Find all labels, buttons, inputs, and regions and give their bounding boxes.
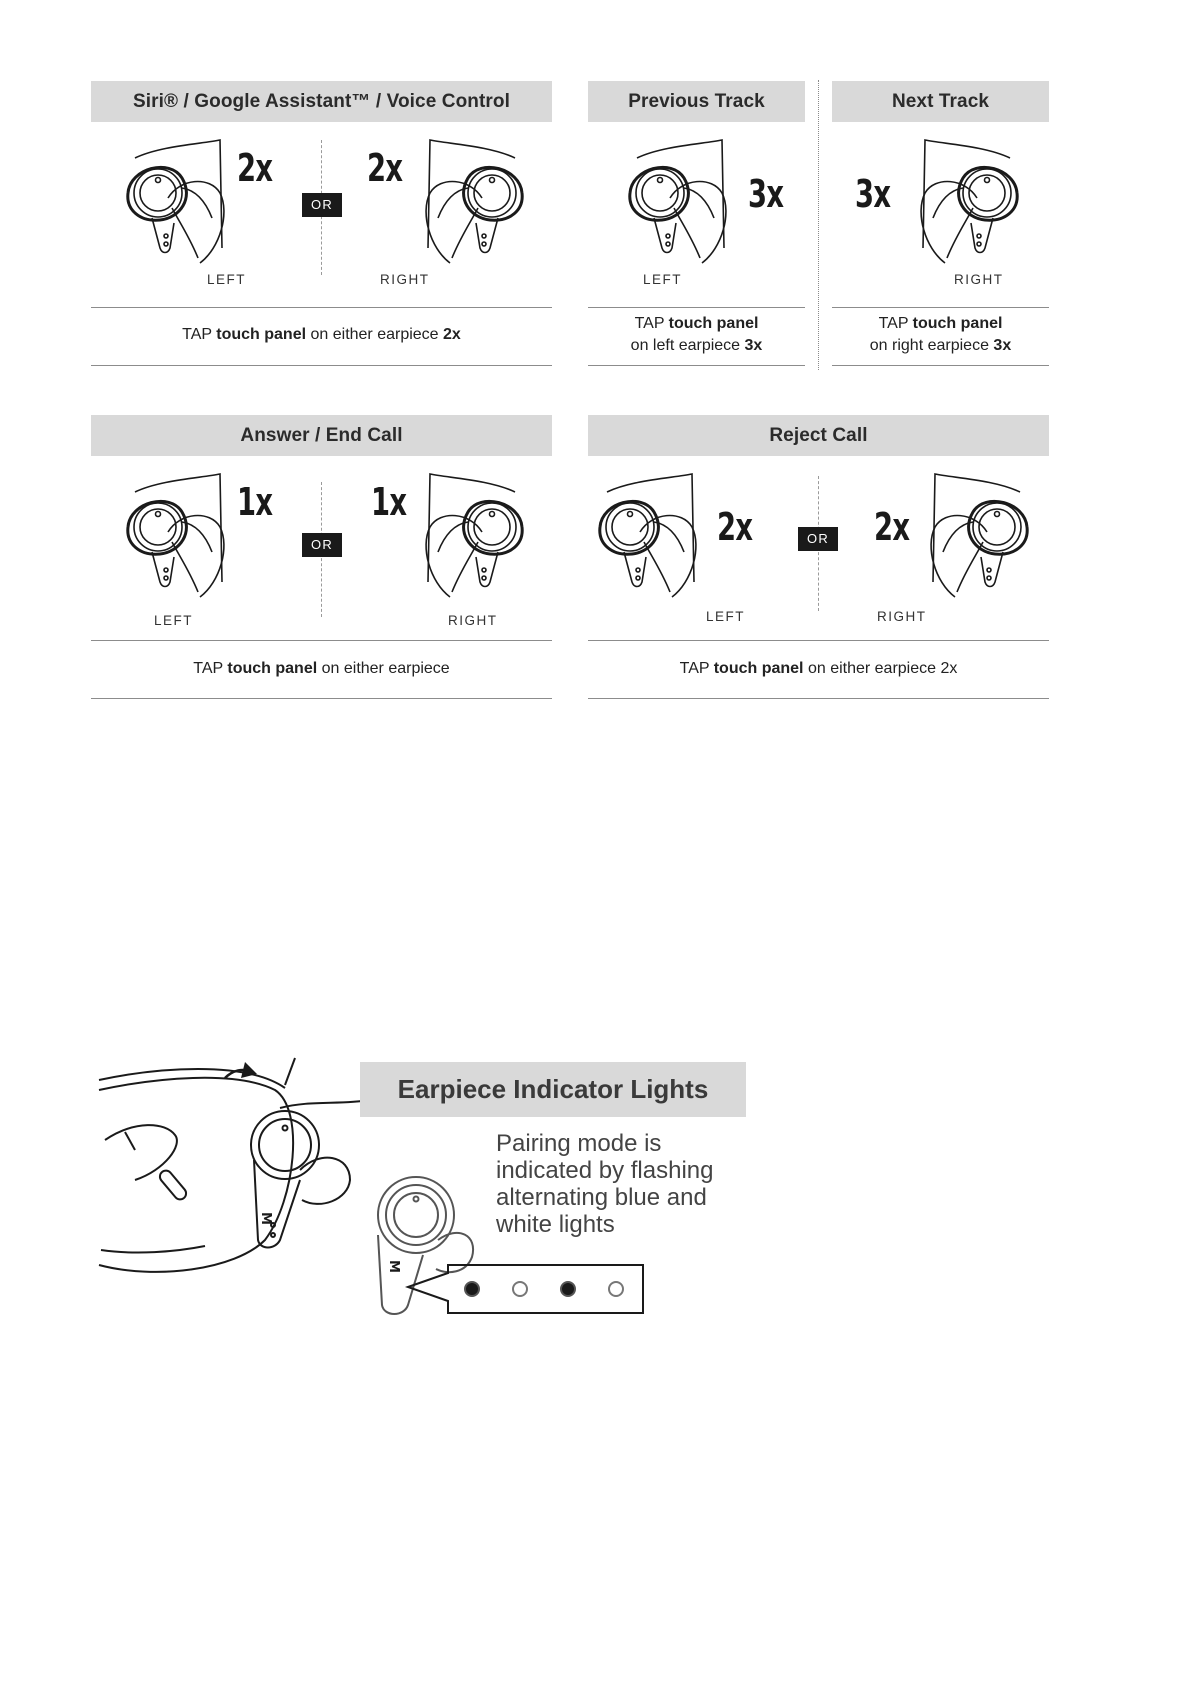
white-light-icon	[609, 1282, 623, 1296]
reject-rule-top	[588, 640, 1049, 641]
left-earpiece-icon	[120, 472, 250, 604]
answer-right-label: RIGHT	[448, 613, 498, 628]
reject-call-title: Reject Call	[588, 415, 1049, 456]
next-track-rule-top	[832, 307, 1049, 308]
right-earpiece-icon	[400, 472, 530, 604]
right-earpiece-icon	[400, 138, 530, 270]
reject-left-label: LEFT	[706, 609, 746, 624]
siri-left-label: LEFT	[207, 272, 247, 287]
right-earpiece-icon	[905, 472, 1035, 604]
reject-or-badge: OR	[798, 527, 838, 551]
answer-left-label: LEFT	[154, 613, 194, 628]
siri-or-badge: OR	[302, 193, 342, 217]
left-earpiece-icon	[622, 138, 752, 270]
siri-title: Siri® / Google Assistant™ / Voice Control	[91, 81, 552, 122]
svg-text:M: M	[386, 1260, 401, 1273]
next-track-caption: TAP touch panel on right earpiece 3x	[869, 315, 1012, 354]
next-track-side-label: RIGHT	[954, 272, 1004, 287]
answer-call-title: Answer / End Call	[91, 415, 552, 456]
answer-caption: TAP touch panel on either earpiece	[193, 660, 450, 677]
blue-light-icon	[465, 1282, 479, 1296]
siri-rule-top	[91, 307, 552, 308]
answer-rule-bottom	[91, 698, 552, 699]
reject-right-tap-count: 2x	[874, 505, 910, 549]
earpiece-icon	[240, 1100, 380, 1270]
answer-left-tap-count: 1x	[237, 480, 273, 524]
previous-track-rule-top	[588, 307, 805, 308]
svg-text:M: M	[258, 1212, 273, 1225]
indicator-earpiece-diagram	[368, 1165, 668, 1325]
indicator-description: Pairing mode is indicated by flashing alternating blue and white lights	[496, 1130, 714, 1238]
right-earpiece-icon	[895, 138, 1025, 270]
left-earpiece-icon	[592, 472, 722, 604]
previous-track-title: Previous Track	[588, 81, 805, 122]
siri-right-tap-count: 2x	[367, 146, 403, 190]
previous-track-tap-count: 3x	[748, 172, 784, 216]
indicator-title: Earpiece Indicator Lights	[360, 1062, 746, 1117]
next-track-tap-count: 3x	[855, 172, 891, 216]
siri-right-label: RIGHT	[380, 272, 430, 287]
reject-left-tap-count: 2x	[717, 505, 753, 549]
track-divider	[818, 80, 819, 370]
previous-track-caption: TAP touch panel on left earpiece 3x	[630, 315, 763, 354]
next-track-rule-bottom	[832, 365, 1049, 366]
reject-caption: TAP touch panel on either earpiece 2x	[679, 660, 958, 677]
siri-left-tap-count: 2x	[237, 146, 273, 190]
siri-caption: TAP touch panel on either earpiece 2x	[182, 326, 461, 343]
siri-rule-bottom	[91, 365, 552, 366]
previous-track-side-label: LEFT	[643, 272, 683, 287]
blue-light-icon	[561, 1282, 575, 1296]
previous-track-rule-bottom	[588, 365, 805, 366]
reject-right-label: RIGHT	[877, 609, 927, 624]
answer-right-tap-count: 1x	[371, 480, 407, 524]
white-light-icon	[513, 1282, 527, 1296]
reject-rule-bottom	[588, 698, 1049, 699]
answer-rule-top	[91, 640, 552, 641]
next-track-title: Next Track	[832, 81, 1049, 122]
left-earpiece-icon	[120, 138, 250, 270]
answer-or-badge: OR	[302, 533, 342, 557]
